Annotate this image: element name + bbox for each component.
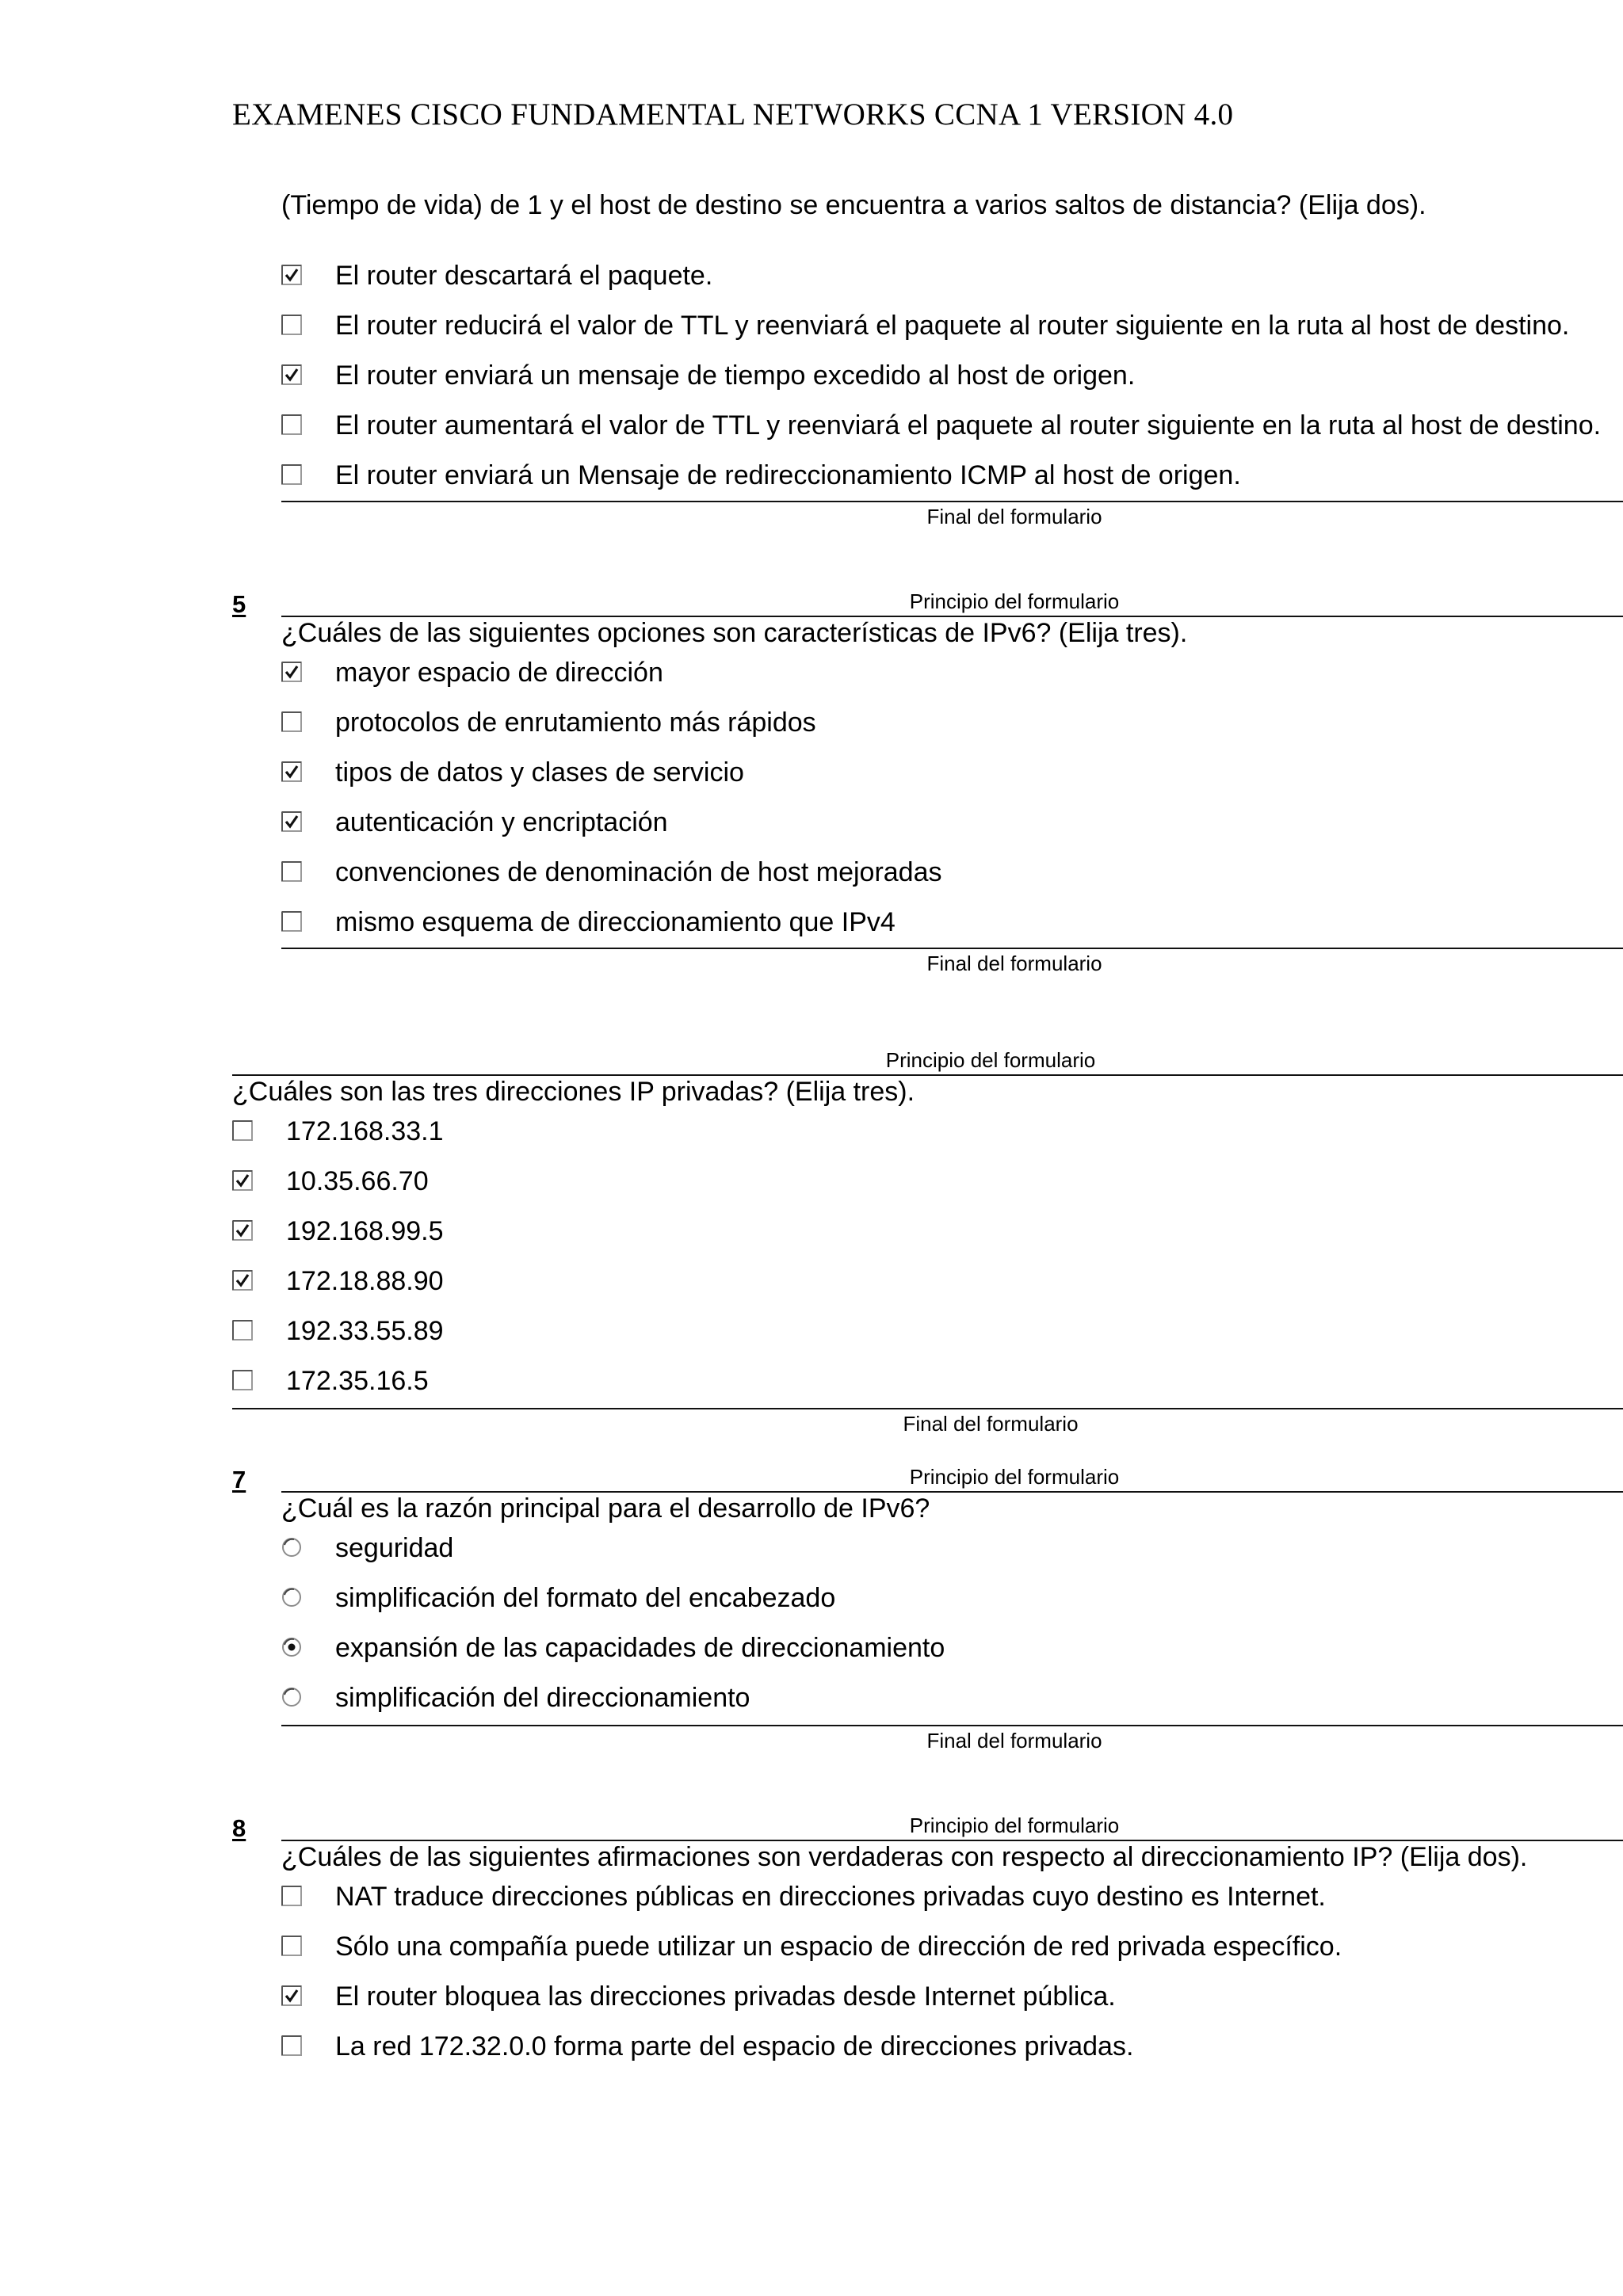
option-label: 10.35.66.70 <box>286 1166 429 1196</box>
checkbox[interactable] <box>281 1985 302 2006</box>
option-label: tipos de datos y clases de servicio <box>335 757 744 788</box>
checkbox[interactable] <box>281 315 302 335</box>
checkbox[interactable] <box>281 662 302 682</box>
question-6-text: ¿Cuáles son las tres direcciones IP privadas? (Elija tres). <box>232 1077 915 1107</box>
form-end-rule <box>281 948 1623 949</box>
question-number: 7 <box>232 1466 246 1493</box>
form-start-label: Principio del formulario <box>909 1465 1120 1489</box>
question-number: 8 <box>232 1814 246 1842</box>
option-label: La red 172.32.0.0 forma parte del espacio de direcciones privadas. <box>335 2031 1134 2061</box>
checkbox[interactable] <box>232 1270 253 1291</box>
checkbox[interactable] <box>281 861 302 882</box>
question-5-text: ¿Cuáles de las siguientes opciones son características de IPv6? (Elija tres). <box>281 618 1188 648</box>
checkbox[interactable] <box>281 1936 302 1956</box>
radio-button[interactable] <box>281 1587 302 1608</box>
radio-button[interactable] <box>281 1637 302 1657</box>
form-end-label: Final del formulario <box>903 1412 1079 1436</box>
question-number: 5 <box>232 590 246 618</box>
form-end-rule <box>281 501 1623 502</box>
form-start-label: Principio del formulario <box>909 1814 1120 1837</box>
option-label: El router aumentará el valor de TTL y reenviará el paquete al router siguiente en la ruta al host de destino. <box>335 410 1602 441</box>
option-label: El router reducirá el valor de TTL y reenviará el paquete al router siguiente en la ruta al host de destino. <box>335 311 1570 341</box>
radio-button[interactable] <box>281 1537 302 1558</box>
option-label: mayor espacio de dirección <box>335 658 663 688</box>
option-label: protocolos de enrutamiento más rápidos <box>335 707 816 738</box>
form-start-rule <box>281 1491 1623 1493</box>
checkbox[interactable] <box>281 414 302 435</box>
form-start-rule <box>232 1074 1623 1076</box>
checkbox[interactable] <box>232 1120 253 1141</box>
checkbox[interactable] <box>281 811 302 832</box>
checkbox[interactable] <box>232 1220 253 1241</box>
option-label: El router bloquea las direcciones privadas desde Internet pública. <box>335 1981 1116 2012</box>
question-7-text: ¿Cuál es la razón principal para el desarrollo de IPv6? <box>281 1493 930 1524</box>
checkbox[interactable] <box>281 761 302 782</box>
option-label: seguridad <box>335 1533 454 1563</box>
form-start-label: Principio del formulario <box>909 589 1120 613</box>
document-header: EXAMENES CISCO FUNDAMENTAL NETWORKS CCNA 1 VERSION 4.0 <box>232 97 1234 132</box>
checkbox[interactable] <box>281 911 302 932</box>
form-end-rule <box>232 1408 1623 1409</box>
option-label: 172.18.88.90 <box>286 1266 444 1296</box>
option-label: El router enviará un mensaje de tiempo excedido al host de origen. <box>335 360 1136 391</box>
checkbox[interactable] <box>232 1370 253 1390</box>
option-label: convenciones de denominación de host mejoradas <box>335 857 942 887</box>
form-start-rule <box>281 616 1623 617</box>
option-label: Sólo una compañía puede utilizar un espacio de dirección de red privada específico. <box>335 1932 1342 1962</box>
option-label: NAT traduce direcciones públicas en direcciones privadas cuyo destino es Internet. <box>335 1882 1326 1912</box>
option-label: El router enviará un Mensaje de redireccionamiento ICMP al host de origen. <box>335 460 1241 490</box>
option-label: simplificación del formato del encabezado <box>335 1583 836 1613</box>
checkbox[interactable] <box>232 1170 253 1191</box>
option-label: expansión de las capacidades de direccionamiento <box>335 1633 945 1663</box>
option-label: 192.33.55.89 <box>286 1316 444 1346</box>
question-8-text: ¿Cuáles de las siguientes afirmaciones son verdaderas con respecto al direccionamiento IP? (Elija dos). <box>281 1842 1528 1872</box>
option-label: 172.35.16.5 <box>286 1366 429 1396</box>
option-label: mismo esquema de direccionamiento que IPv4 <box>335 907 896 937</box>
form-end-rule <box>281 1725 1623 1726</box>
option-label: El router descartará el paquete. <box>335 261 713 291</box>
checkbox[interactable] <box>281 2035 302 2056</box>
option-label: simplificación del direccionamiento <box>335 1683 750 1713</box>
checkbox[interactable] <box>281 464 302 485</box>
checkbox[interactable] <box>232 1320 253 1341</box>
checkbox[interactable] <box>281 364 302 385</box>
option-label: 172.168.33.1 <box>286 1116 444 1146</box>
form-end-label: Final del formulario <box>926 1729 1102 1753</box>
checkbox[interactable] <box>281 265 302 285</box>
form-end-label: Final del formulario <box>926 952 1102 975</box>
option-label: autenticación y encriptación <box>335 807 668 837</box>
radio-button[interactable] <box>281 1687 302 1707</box>
option-label: 192.168.99.5 <box>286 1216 444 1246</box>
form-start-rule <box>281 1840 1623 1841</box>
question-4-continuation: (Tiempo de vida) de 1 y el host de destino se encuentra a varios saltos de distancia? (Elija dos). <box>281 190 1426 220</box>
form-end-label: Final del formulario <box>926 505 1102 528</box>
form-start-label: Principio del formulario <box>885 1048 1096 1072</box>
checkbox[interactable] <box>281 711 302 732</box>
checkbox[interactable] <box>281 1886 302 1906</box>
